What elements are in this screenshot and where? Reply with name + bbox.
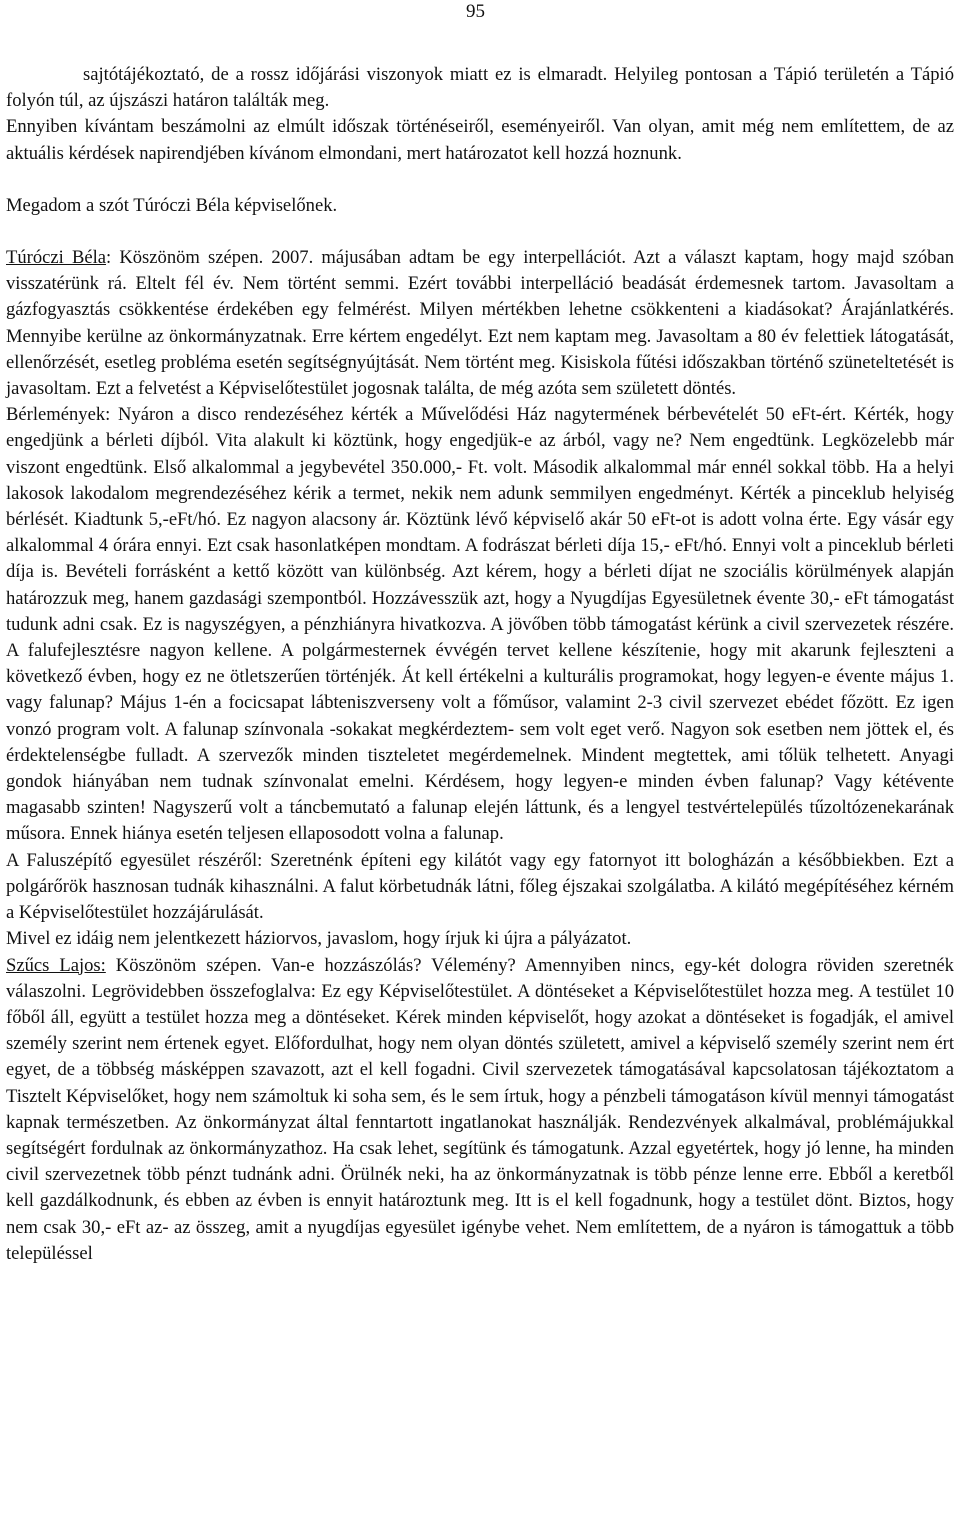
document-body <box>6 62 954 1267</box>
paragraph-text: Ennyiben kívántam beszámolni az elmúlt időszak történéseiről, eseményeiről. Van olyan, amit még nem említettem, de az aktuális kérdések napirendjében kívánom elmondani, mert határozatot kell hozzá hoznunk. <box>6 116 954 164</box>
page-number: 95 <box>466 1 485 22</box>
paragraph <box>6 848 954 927</box>
paragraph-text: Köszönöm szépen. Van-e hozzászólás? Vélemény? Amennyiben nincs, egy-két dologra röviden szeretnék válaszolni. Legrövidebben összefoglalva: Ez egy Képviselőtestület. A döntéseket a Képviselőtestület hozza meg. A testület 10 főből áll, együtt a testület hozza meg a döntéseket. Kérek minden képviselőt, hogy azokat a döntéseket is fogadják, el amivel személy szerint nem értenek egyet. Előfordulhat, hogy nem olyan döntés született, amivel a képviselő személy szerint nem ért egyet, de a többség másképpen szavazott, azt el kell fogadni. Civil szervezetek támogatásával kapcsolatosan tájékoztatom a Tisztelt Képviselőket, hogy nem számoltuk ki soha sem, és le sem írtuk, hogy a pénzbeli támogatáson kívül mennyi támogatást kapnak természetben. Az önkormányzat által fenntartott ingatlanokat használják. Rendezvények alkalmával, problémájukkal segítségért fordulnak az önkormányzathoz. Ha csak lehet, segítünk és támogatunk. Azzal egyetértek, hogy jó lenne, ha minden civil szervezetnek több pénzt tudnánk adni. Örülnék neki, ha az önkormányzatnak is több pénze lenne erre. Ebből a keretből kell gazdálkodnunk, és ebben az évben is ennyit határoztunk meg. Itt is el kell fogadnunk, hogy a testület dönt. Biztos, hogy nem csak 30,- eFt az- az összeg, amit a nyugdíjas egyesület igénybe vehet. Nem említettem, de a nyáron is támogattuk a több településsel <box>6 954 954 1264</box>
paragraph <box>6 114 954 166</box>
paragraph <box>6 402 954 847</box>
paragraph-text: Megadom a szót Túróczi Béla képviselőnek. <box>6 194 338 216</box>
paragraph-text: : Köszönöm szépen. 2007. májusában adtam be egy interpellációt. Azt a választ kaptam, hogy majd szóban visszatérünk rá. Eltelt fél év. Nem történt semmi. Ezért további interpelláció beadását érdemesnek tartom. Javasoltam a gázfogyasztás csökkentése érdekében egy felmérést. Milyen mértékben lehetne csökkenteni a kiadásokat? Árajánlatkérés. Mennyibe kerülne az önkormányzatnak. Erre kértem engedélyt. Ezt nem kaptam meg. Javasoltam a 80 év felettiek látogatását, ellenőrzését, esetleg probléma esetén segítségnyújtását. Nem történt meg. Kisiskola fűtési időszakban történő szüneteltetését is javasoltam. Ezt a felvetést a Képviselőtestület jogosnak találta, de még azóta sem született döntés. <box>6 247 954 400</box>
paragraph <box>6 926 954 952</box>
paragraph-text: Mivel ez idáig nem jelentkezett háziorvos, javaslom, hogy írjuk ki újra a pályázatot. <box>6 928 632 950</box>
paragraph <box>6 245 954 402</box>
speaker-name: Szűcs Lajos: <box>6 954 106 976</box>
speaker-name: Túróczi Béla <box>6 247 107 269</box>
paragraph-text: sajtótájékoztató, de a rossz időjárási viszonyok miatt ez is elmaradt. Helyileg pontosan a Tápió területén a Tápió folyón túl, az újszászi határon találták meg. <box>6 64 954 112</box>
paragraph-text: A Faluszépítő egyesület részéről: Szeretnénk építeni egy kilátót vagy egy fatornyot itt bologházán a későbbiekben. Ezt a polgárőrök hasznosan tudnák kihasználni. A falut körbetudnák látni, főleg éjszakai szolgálatba. A kilátó megépítéséhez kérném a Képviselőtestület hozzájárulását. <box>6 849 954 924</box>
paragraph <box>6 62 954 114</box>
paragraph <box>6 193 954 219</box>
paragraph <box>6 953 954 1267</box>
paragraph-text: Bérlemények: Nyáron a disco rendezéséhez kérték a Művelődési Ház nagytermének bérbevételét 50 eFt-ért. Kérték, hogy engedjünk a bérleti díjból. Vita alakult ki köztünk, hogy engedjük-e az árból, vagy ne? Nem engedtünk. Legközelebb már viszont engedtünk. Első alkalommal a jegybevétel 350.000,- Ft. volt. Második alkalommal már ennél sokkal több. Ha a helyi lakosok lakodalom megrendezéséhez kérik a termet, nekik nem adunk semmilyen engedményt. Kérték a pinceklub helyiség bérlését. Kiadtunk 5,-eFt/hó. Ez nagyon alacsony ár. Köztünk lévő képviselő akár 50 eFt-ot is adott volna érte. Egy vásár egy alkalommal 4 órára ennyi. Ezt csak hasonlatképen mondtam. A fodrászat bérleti díja 15,- eFt/hó. Ennyi volt a pinceklub bérleti díja is. Bevételi forrásként a kettő között van különbség. Azt kérem, hogy a bérleti díjat ne szociális körülmények alapján határozzuk meg, hanem gazdasági szempontból. Hozzávesszük azt, hogy a Nyugdíjas Egyesületnek évente 30,- eFt támogatást tudunk adni csak. Ez is nagyszégyen, a pénzhiányra hivatkozva. A jövőben több támogatást kérünk a civil szervezetek részére. A falufejlesztésre nagyon kellene. A polgármesternek évvégén tervet kellene készítenie, hogy mit akarunk fejleszteni a következő évben, hogy ez ne ötletszerűen történjék. Át kell értékelni a kulturális programokat, hogy legyen-e évente május 1. vagy falunap? Május 1-én a focicsapat lábteniszverseny volt a főműsor, valamint 2-3 civil szervezet ebédet főzött. Ez igen vonzó program volt. A falunap színvonala -sokakat megkérdeztem- sem volt eget verő. Nagyon sok esetben nem jöttek el, és érdektelenségbe fulladt. A szervezők minden tiszteletet megérdemelnek. Mindent megtettek, ami tőlük telhetett. Anyagi gondok hiányában nem tudnak színvonalat emelni. Kérdésem, hogy legyen-e minden évben falunap? Vagy kétévente magasabb szinten! Nagyszerű volt a táncbemutató a falunap elején láttunk, és a lengyel testvértelepülés tűzoltózenekarának műsora. Ennek hiánya esetén teljesen ellaposodott volna a falunap. <box>6 404 954 845</box>
